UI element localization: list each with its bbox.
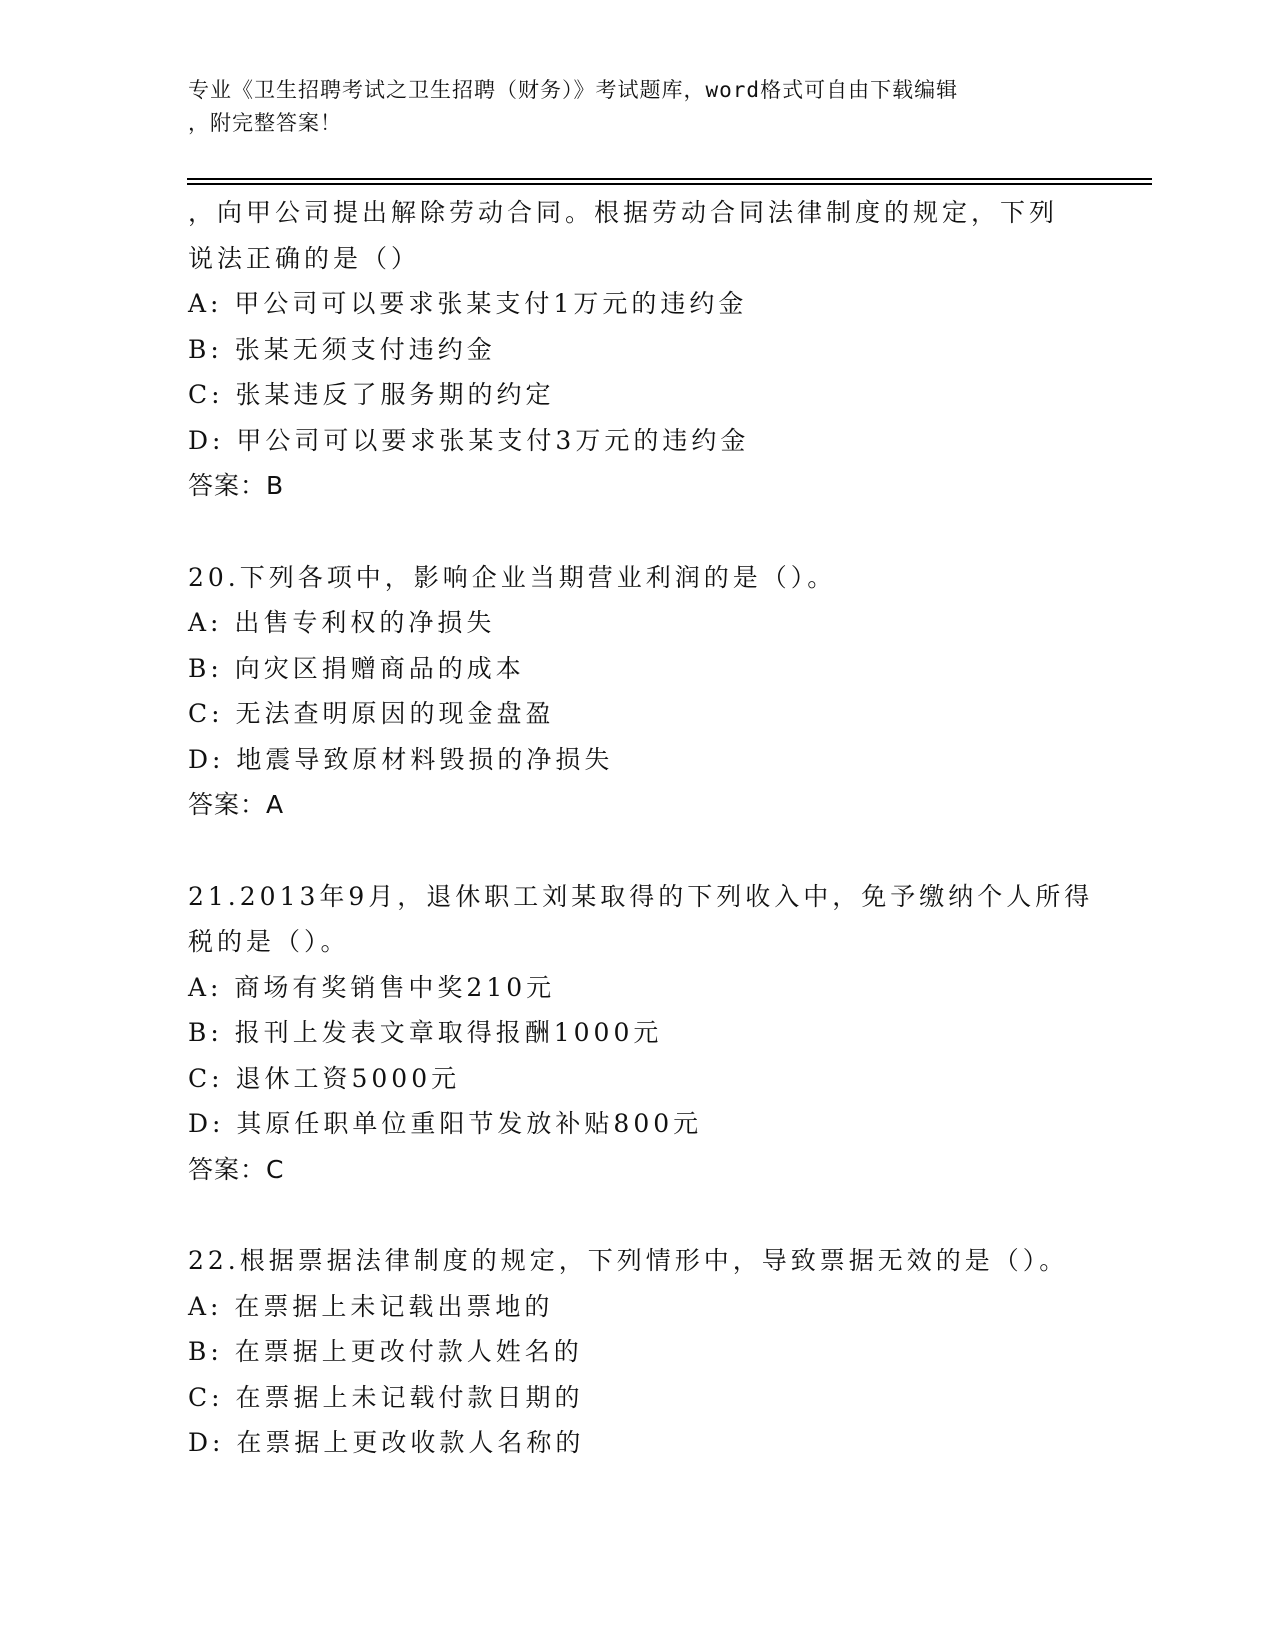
option-b: B: 报刊上发表文章取得报酬1000元 — [188, 1018, 663, 1047]
question-20 — [188, 555, 1148, 828]
option-c: C: 在票据上未记载付款日期的 — [188, 1382, 584, 1412]
option-d: D: 其原任职单位重阳节发放补贴800元 — [188, 1109, 703, 1138]
header-line-2: ，附完整答案！ — [188, 111, 342, 135]
question-stem: 21.2013年9月，退休职工刘某取得的下列收入中，免予缴纳个人所得 — [188, 881, 1094, 911]
option-c: C: 无法查明原因的现金盘盈 — [188, 699, 555, 728]
document-header — [188, 74, 1088, 140]
answer-label: 答案：C — [188, 1154, 285, 1184]
option-b: B: 向灾区捐赠商品的成本 — [188, 653, 525, 683]
question-stem: 税的是（）。 — [188, 927, 350, 956]
question-stem: 说法正确的是（） — [188, 243, 421, 273]
option-c: C: 张某违反了服务期的约定 — [188, 380, 555, 409]
option-c: C: 退休工资5000元 — [188, 1063, 461, 1093]
option-a: A: 甲公司可以要求张某支付1万元的违约金 — [188, 289, 748, 318]
option-a: A: 在票据上未记载出票地的 — [188, 1291, 554, 1321]
header-line-1: 专业《卫生招聘考试之卫生招聘（财务）》考试题库，word格式可自由下载编辑 — [188, 78, 959, 102]
option-a: A: 商场有奖销售中奖210元 — [188, 972, 556, 1002]
answer-label: 答案：B — [188, 471, 285, 500]
spacer — [188, 1192, 1148, 1238]
option-d: D: 甲公司可以要求张某支付3万元的违约金 — [188, 425, 750, 455]
header-rule-top — [187, 178, 1152, 180]
question-21 — [188, 874, 1148, 1193]
spacer — [188, 509, 1148, 555]
question-stem: ，向甲公司提出解除劳动合同。根据劳动合同法律制度的规定，下列 — [188, 198, 1059, 227]
answer-label: 答案：A — [188, 790, 285, 819]
question-stem: 22.根据票据法律制度的规定，下列情形中，导致票据无效的是（）。 — [188, 1246, 1069, 1275]
header-rule-bottom — [187, 183, 1152, 185]
option-d: D: 地震导致原材料毁损的净损失 — [188, 744, 614, 774]
option-b: B: 张某无须支付违约金 — [188, 334, 496, 364]
option-b: B: 在票据上更改付款人姓名的 — [188, 1337, 583, 1366]
question-22 — [188, 1238, 1148, 1466]
spacer — [188, 828, 1148, 874]
question-19 — [188, 190, 1148, 509]
question-stem: 20.下列各项中，影响企业当期营业利润的是（）。 — [188, 562, 837, 592]
question-list — [188, 190, 1148, 1466]
option-a: A: 出售专利权的净损失 — [188, 608, 496, 637]
option-d: D: 在票据上更改收款人名称的 — [188, 1428, 585, 1457]
